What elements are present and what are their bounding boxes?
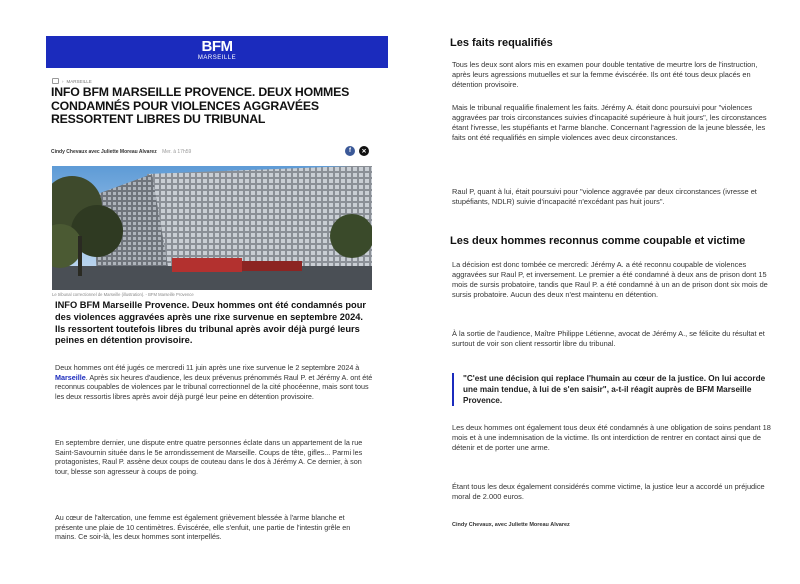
right-paragraph-4: La décision est donc tombée ce mercredi: Jérémy A. a été reconnu coupable de violences aggravées sur Raul P, et inversement. Le premier a été condamné à deux ans de prison dont 15 mois de sursis probatoire, tandis que Raul P. a été condamné à un an de prison dont six mois de sursis probatoire. Aucun des deux n'est maintenu en détention.: [452, 260, 768, 299]
left-page: [40, 0, 390, 584]
marseille-link[interactable]: Marseille: [55, 372, 86, 382]
byline-date: Mer. à 17h59: [162, 149, 192, 155]
bfm-logo[interactable]: [198, 40, 236, 62]
footer-byline: Cindy Chevaux, avec Juliette Moreau Alvarez: [452, 522, 570, 528]
logo-main: BFM: [201, 38, 233, 55]
article-headline: INFO BFM MARSEILLE PROVENCE. DEUX HOMMES CONDAMNÉS POUR VIOLENCES AGGRAVÉES RESSORTENT LIBRES DU TRIBUNAL: [51, 85, 350, 126]
pull-quote: "C'est une décision qui replace l'humain au cœur de la justice. On lui accorde une main tendue, à lui de s'en saisir", a-t-il réagit auprès de BFM Marseille Provence.: [452, 373, 781, 406]
paragraph-1-before: Deux hommes ont été jugés ce mercredi 11 juin après une rixe survenue le 2 septembre 2024 à: [55, 363, 360, 372]
paragraph-3: Au cœur de l'altercation, une femme est également grièvement blessée à l'arme blanche et présente une plaie de 10 centimètres. Éviscérée, elle s'enfuit, une partie de l'intestin grêle en mains. Ce soir-là, les deux hommes sont interpellés.: [55, 513, 351, 542]
section-heading-faits: Les faits requalifiés: [450, 37, 553, 49]
paragraph-1: [55, 363, 373, 401]
paragraph-2: En septembre dernier, une dispute entre quatre personnes éclate dans un appartement de la rue Saint-Savournin située dans le 5e arrondissement de Marseille. Coups de tête, gifles... Parmi les protagonistes, Raul P. assène deux coups de couteau dans le dos à Jérémy A. Ce dernier, à son tour, blesse son agresseur à coups de poing.: [55, 438, 363, 476]
home-icon[interactable]: [52, 78, 59, 84]
byline: [51, 149, 191, 155]
site-header: [46, 36, 388, 68]
right-paragraph-1: Tous les deux sont alors mis en examen pour double tentative de meurtre lors de l'instruction, après leurs agressions mutuelles et sur la femme éviscérée. Ils ont été tous deux placés en détention provisoire.: [452, 60, 758, 89]
logo-sub: MARSEILLE: [197, 55, 237, 61]
section-heading-verdict: Les deux hommes reconnus comme coupable et victime: [450, 235, 746, 247]
right-paragraph-3: Raul P, quant à lui, était poursuivi pour "violence aggravée par deux circonstances (ivresse et stupéfiants, NDLR) suivie d'incapacité n'excédant pas huit jours".: [452, 187, 757, 206]
photo-caption: Le tribunal correctionnel de Marseille (illustration). - BFM Marseille Provence: [52, 292, 194, 297]
byline-authors: Cindy Chevaux avec Juliette Moreau Alvarez: [51, 149, 157, 155]
facebook-icon[interactable]: f: [345, 146, 355, 156]
article-lead: INFO BFM Marseille Provence. Deux hommes ont été condamnés pour des violences aggravées après une rixe survenue en septembre 2024. Ils ressortent toutefois libres du tribunal après avoir déjà purgé leurs peines en détention provisoire.: [55, 300, 367, 346]
right-paragraph-5: À la sortie de l'audience, Maître Philippe Létienne, avocat de Jérémy A., se félicite du résultat et surtout de voir son client ressortir libre du tribunal.: [452, 329, 765, 348]
building-illustration: [52, 166, 372, 290]
article-photo: [52, 166, 372, 290]
right-paragraph-2: Mais le tribunal requalifie finalement les faits. Jérémy A. était donc poursuivi pour "violences aggravées par trois circonstances suivies d'incapacité supérieure à huit jours", les circonstances étant l'ivresse, les stupéfiants et l'arme blanche. Concernant l'agression de la jeune blessée, les faits ont été requalifiés en simple violences avec deux circonstances.: [452, 103, 767, 142]
x-icon[interactable]: ✕: [359, 146, 369, 156]
right-paragraph-7: Étant tous les deux également considérés comme victime, la justice leur a accordé un préjudice moral de 2.000 euros.: [452, 482, 765, 501]
right-paragraph-6: Les deux hommes ont également tous deux été condamnés à une obligation de soins pendant 18 mois et à une indemnisation de la victime. Ils ont interdiction de rentrer en contact ainsi que de détenir et de porter une arme.: [452, 423, 771, 452]
breadcrumb: [52, 78, 92, 84]
breadcrumb-section[interactable]: MARSEILLE: [66, 78, 92, 84]
breadcrumb-separator: ›: [62, 78, 64, 84]
paragraph-1-after: . Après six heures d'audience, les deux prévenus prénommés Raul P. et Jérémy A. ont été reconnus coupables de violences par le tribunal correctionnel de la cité phocéenne, mais sont tous les deux ressortis libres après avoir déjà purgé leur peine en détention provisoire.: [55, 372, 373, 401]
right-page: [440, 0, 785, 584]
